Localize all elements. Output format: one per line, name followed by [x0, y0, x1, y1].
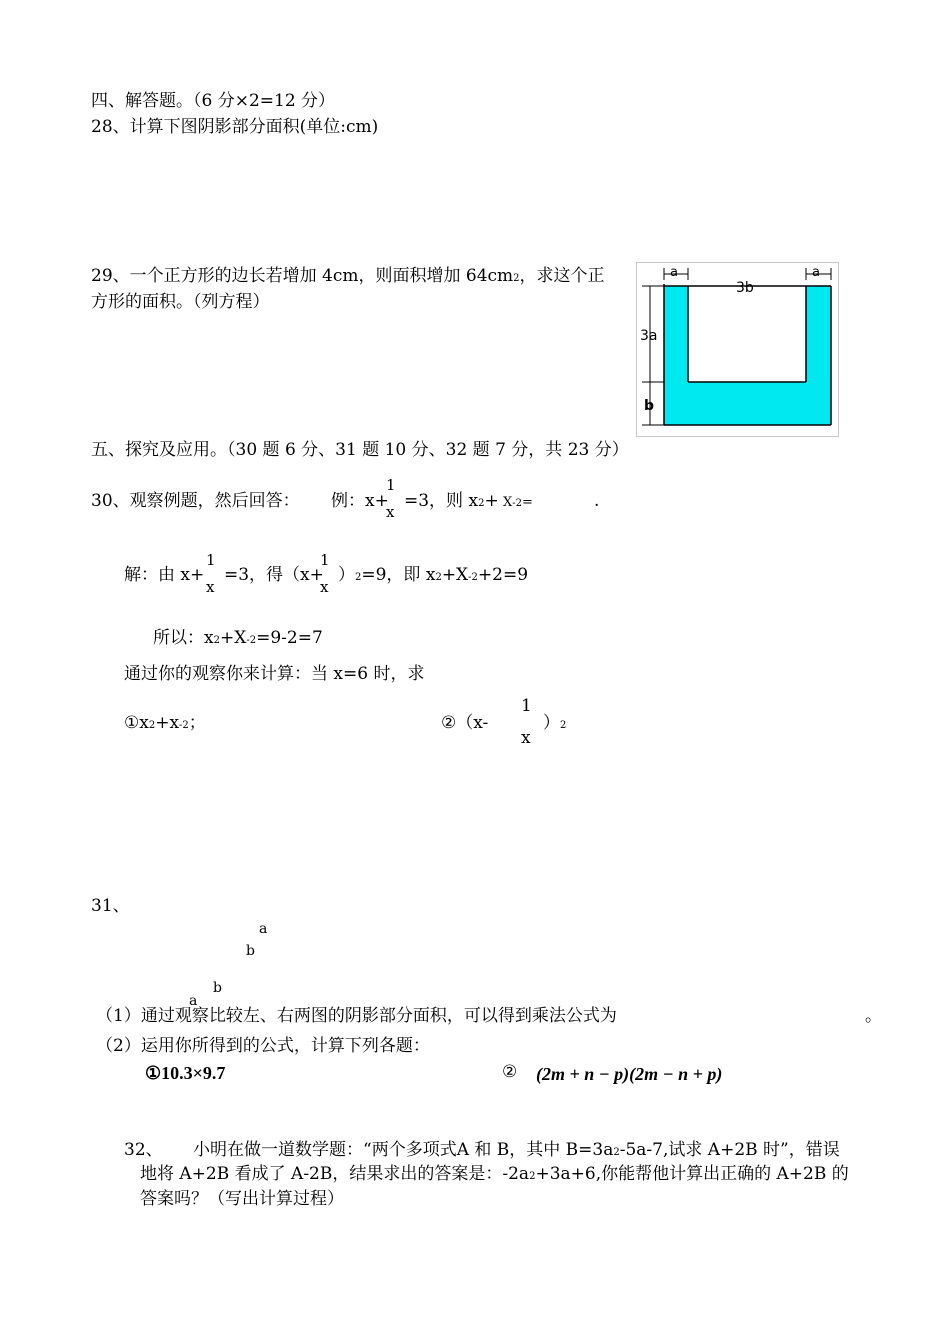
q30-so-c: =9-2=7: [256, 628, 323, 648]
q30-solution-frac2-den: x: [320, 578, 329, 596]
q30-solution-frac1-num: 1: [206, 551, 216, 569]
q32-line2: [140, 1166, 849, 1183]
label-3a: 3a: [640, 328, 658, 344]
q30-part1: [124, 715, 206, 732]
section5-heading: 五、探究及应用。（30 题 6 分、31 题 10 分、32 题 7 分，共 23 分）: [91, 440, 629, 460]
q32-l2-sup: 2: [529, 1171, 536, 1182]
shaded-area-figure: [636, 262, 840, 438]
q30-solution-sup2a: 2: [355, 572, 362, 583]
q32-l1-a: 小明在做一道数学题：“两个多项式A 和 B，其中 B=3a: [193, 1140, 614, 1160]
q30-solution-d: =9，即 x: [361, 565, 436, 585]
q30-solution-a: 解：由 x+: [124, 565, 205, 585]
question-28: 28、计算下图阴影部分面积(单位:cm): [91, 117, 379, 137]
q30-so-sup2: 2: [213, 635, 220, 646]
q31-fig-label-b2: b: [213, 980, 222, 996]
q30-so-supm2: -2: [246, 635, 257, 646]
q31-number: 31、: [91, 896, 130, 916]
q30-p2-b: ）: [543, 713, 560, 733]
q30-p1-b: +x: [155, 713, 180, 733]
q30-so-a: 所以：x: [153, 628, 214, 648]
q31-calc2-expr: (2m + n − p)(2m − n + p): [536, 1064, 723, 1084]
q30-so-b: +X: [219, 628, 247, 648]
q32-l2-b: +3a+6,你能帮他计算出正确的 A+2B 的: [535, 1164, 849, 1184]
section4-heading: 四、解答题。（6 分×2=12 分）: [91, 91, 336, 111]
question-29-line2: 方形的面积。（列方程）: [91, 292, 270, 312]
q30-solution-rest: [338, 567, 528, 584]
bottom-shaded-bar: [664, 382, 831, 425]
q30-example-b: [404, 493, 499, 510]
q31-part2: （2）运用你所得到的公式，计算下列各题：: [96, 1036, 430, 1056]
q30-therefore: [153, 630, 323, 647]
q30-example-c: +: [484, 491, 499, 511]
q30-calc-prompt: 通过你的观察你来计算：当 x=6 时，求: [124, 664, 425, 684]
q30-part2-frac-num: 1: [521, 696, 532, 716]
label-a-right: a: [812, 265, 820, 280]
q32-l2-a: 地将 A+2B 看成了 A-2B，结果求出的答案是：-2a: [140, 1164, 530, 1184]
label-a-left: a: [670, 265, 678, 280]
q30-example-sup2: 2: [478, 498, 485, 509]
q30-part2-rest: [543, 715, 566, 732]
q30-example-b-text: =3，则 x: [404, 491, 479, 511]
q31-fig-label-a2: a: [189, 993, 198, 1009]
q31-part1-end: 。: [865, 1006, 882, 1026]
q30-p1-c: ；: [188, 713, 206, 733]
q30-solution-b: =3，得（x+: [224, 565, 324, 585]
q30-example-d: X: [503, 495, 513, 510]
q30-p1-a: ①x: [124, 713, 149, 733]
q30-solution-sup2b: 2: [435, 572, 442, 583]
q32-line3: 答案吗？（写出计算过程）: [140, 1189, 344, 1209]
q30-example-xm2: [503, 493, 533, 510]
q32-l1-b: -5a-7,试求 A+2B 时”，错误: [619, 1140, 840, 1160]
q31-fig-label-b1: b: [246, 943, 255, 959]
right-shaded-bar: [806, 286, 831, 382]
q30-example-frac-num: 1: [386, 476, 396, 494]
q30-part2-frac-den: x: [521, 728, 531, 748]
q30-solution-supm2: -2: [468, 572, 478, 583]
q32-line1: [193, 1142, 840, 1159]
q30-example-frac-den: x: [386, 503, 395, 521]
q29-text-a: 29、一个正方形的边长若增加 4cm，则面积增加 64cm: [91, 266, 514, 286]
q32-number: 32、: [124, 1140, 163, 1160]
q32-l1-sup: 2: [613, 1147, 620, 1158]
q31-part1: （1）通过观察比较左、右两图的阴影部分面积，可以得到乘法公式为: [96, 1006, 617, 1026]
q29-sup: 2: [513, 273, 520, 284]
q29-text-b: ，求这个正: [519, 266, 605, 286]
q30-solution-frac2-num: 1: [320, 551, 330, 569]
q30-solution-c: ）: [338, 565, 355, 585]
q30-p2-sup2: 2: [560, 720, 567, 731]
label-3b: 3b: [736, 280, 754, 296]
q30-example-supm2: -2: [512, 498, 523, 509]
q31-calc1: ①10.3×9.7: [145, 1063, 226, 1083]
question-29-line1: [91, 268, 605, 285]
q30-solution-f: +2=9: [477, 565, 529, 585]
q30-p1-supm2: -2: [179, 720, 189, 731]
q30-part2-a: ②（x-: [441, 713, 489, 733]
q30-solution-frac1-den: x: [206, 578, 215, 596]
q30-example-e: =: [522, 495, 533, 510]
q30-solution-e: +X: [441, 565, 469, 585]
left-shaded-bar: [664, 286, 688, 382]
q30-p1-sup2: 2: [148, 720, 156, 731]
q31-fig-label-a1: a: [259, 921, 268, 937]
q30-example-a: 例：x+: [331, 491, 389, 511]
label-b: b: [644, 398, 655, 414]
q31-calc2-num: ②: [502, 1062, 518, 1082]
q30-lead: 30、观察例题，然后回答：: [91, 491, 300, 511]
q30-example-period: .: [594, 491, 600, 511]
